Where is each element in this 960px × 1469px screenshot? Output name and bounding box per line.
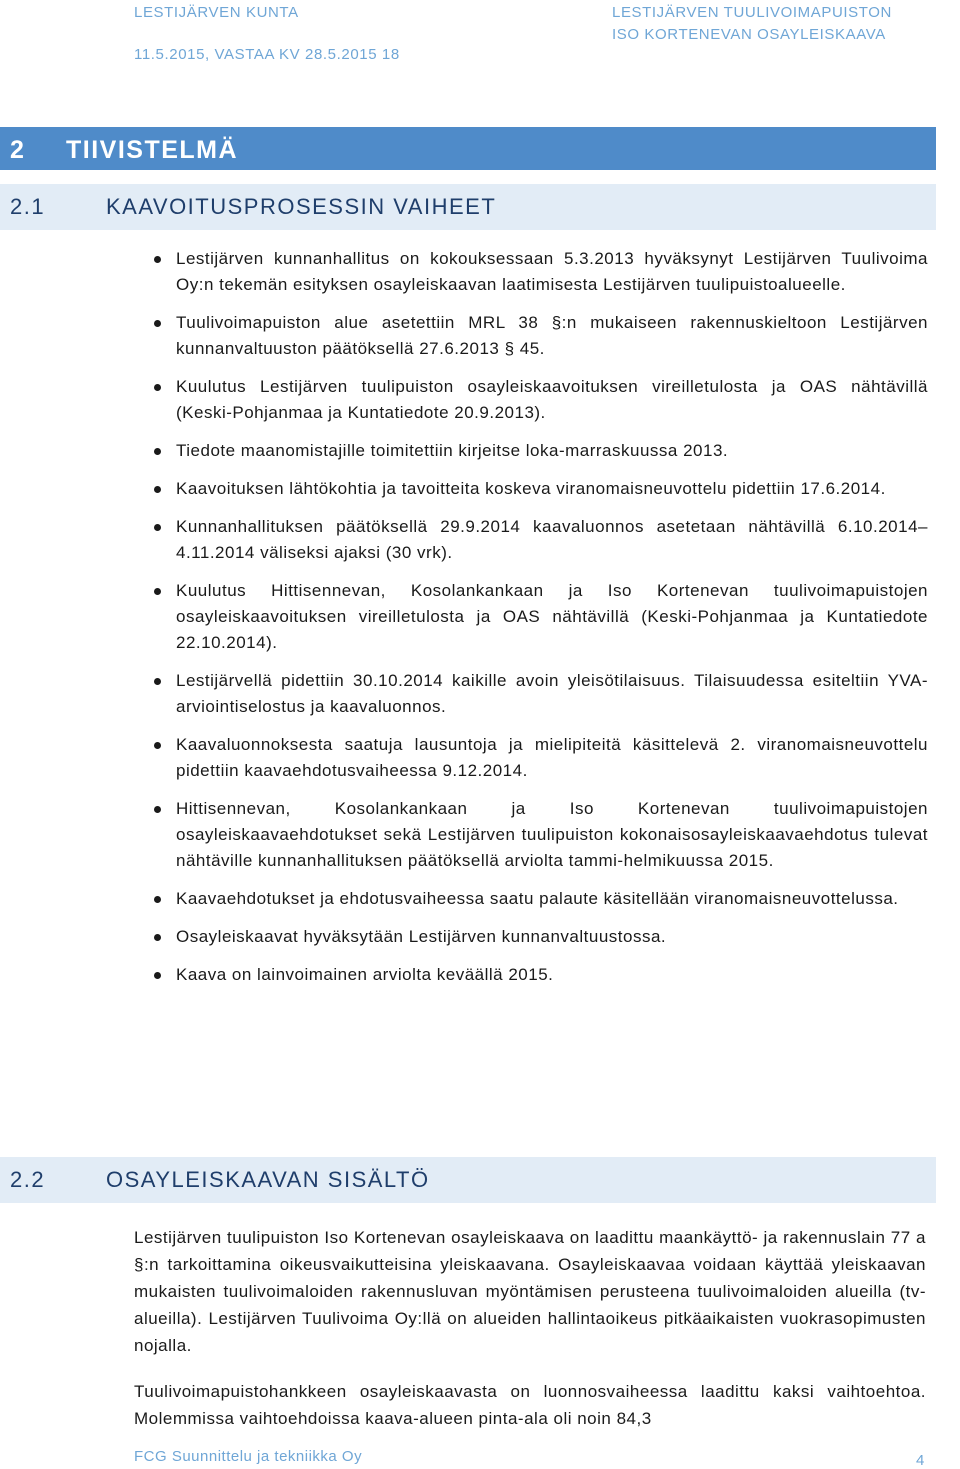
- bullet-icon: [154, 588, 161, 595]
- bullet-icon: [154, 678, 161, 685]
- section-title: TIIVISTELMÄ: [66, 136, 239, 164]
- bullet-icon: [154, 256, 161, 263]
- list-item: Kaavaehdotukset ja ehdotusvaiheessa saatu palaute käsitellään viranomaisneuvottelussa.: [0, 886, 936, 912]
- subsection-title: KAAVOITUSPROSESSIN VAIHEET: [106, 194, 497, 219]
- bullet-icon: [154, 972, 161, 979]
- bullet-icon: [154, 448, 161, 455]
- bullet-icon: [154, 524, 161, 531]
- subsection-heading-2: [0, 1157, 936, 1203]
- bullet-icon: [154, 806, 161, 813]
- list-item: Kaavoituksen lähtökohtia ja tavoitteita koskeva viranomaisneuvottelu pidettiin 17.6.2014.: [0, 476, 936, 502]
- header-municipality: LESTIJÄRVEN KUNTA: [134, 4, 299, 21]
- bullet-icon: [154, 486, 161, 493]
- bullet-icon: [154, 320, 161, 327]
- subsection-number: 2.2: [10, 1167, 46, 1192]
- bullet-icon: [154, 896, 161, 903]
- footer-company: FCG Suunnittelu ja tekniikka Oy: [134, 1448, 363, 1465]
- process-steps-list: [0, 246, 936, 1000]
- subsection-heading-1: [0, 184, 936, 230]
- header-project: LESTIJÄRVEN TUULIVOIMAPUISTON: [612, 4, 892, 21]
- section-number: 2: [10, 136, 26, 164]
- list-item: Kaavaluonnoksesta saatuja lausuntoja ja mielipiteitä käsittelevä 2. viranomaisneuvottelu pidettiin kaavaehdotusvaiheessa 9.12.2014.: [0, 732, 936, 784]
- list-item: Kuulutus Hittisennevan, Kosolankankaan ja Iso Kortenevan tuulivoimapuistojen osayleiskaavoituksen vireilletulosta ja OAS nähtävillä (Keski-Pohjanmaa ja Kuntatiedote 22.10.2014).: [0, 578, 936, 656]
- bullet-icon: [154, 934, 161, 941]
- header-plan-name: ISO KORTENEVAN OSAYLEISKAAVA: [612, 26, 886, 43]
- list-item: Osayleiskaavat hyväksytään Lestijärven kunnanvaltuustossa.: [0, 924, 936, 950]
- subsection-title: OSAYLEISKAAVAN SISÄLTÖ: [106, 1167, 430, 1192]
- bullet-icon: [154, 742, 161, 749]
- content-paragraph-2: Tuulivoimapuistohankkeen osayleiskaavasta on luonnosvaiheessa laadittu kaksi vaihtoehtoa. Molemmissa vaihtoehdoissa kaava-alueen pinta-ala oli noin 84,3: [134, 1382, 926, 1428]
- list-item: Lestijärvellä pidettiin 30.10.2014 kaikille avoin yleisötilaisuus. Tilaisuudessa esiteltiin YVA-arviointiselostus ja kaavaluonnos.: [0, 668, 936, 720]
- list-item: Tuulivoimapuiston alue asetettiin MRL 38 §:n mukaiseen rakennuskieltoon Lestijärven kunnanvaltuuston päätöksellä 27.6.2013 § 45.: [0, 310, 936, 362]
- list-item: Kuulutus Lestijärven tuulipuiston osayleiskaavoituksen vireilletulosta ja OAS nähtävillä (Keski-Pohjanmaa ja Kuntatiedote 20.9.2013).: [0, 374, 936, 426]
- list-item: Lestijärven kunnanhallitus on kokouksessaan 5.3.2013 hyväksynyt Lestijärven Tuulivoima Oy:n tekemän esityksen osayleiskaavan laatimisesta Lestijärven tuulipuistoalueelle.: [0, 246, 936, 298]
- list-item: Hittisennevan, Kosolankankaan ja Iso Kortenevan tuulivoimapuistojen osayleiskaavaehdotukset sekä Lestijärven tuulipuiston kokonaisosayleiskaavaehdotus tulevat nähtäville kunnanhallituksen päätöksellä arviolta tammi-helmikuussa 2015.: [0, 796, 936, 874]
- list-item: Kunnanhallituksen päätöksellä 29.9.2014 kaavaluonnos asetetaan nähtävillä 6.10.2014–4.11.2014 väliseksi ajaksi (30 vrk).: [0, 514, 936, 566]
- content-paragraph-1: Lestijärven tuulipuiston Iso Kortenevan osayleiskaava on laadittu maankäyttö- ja rakennuslain 77 a §:n tarkoittamina oikeusvaikutteisina yleiskaavana. Osayleiskaavaa voidaan käyttää yleiskaavan mukaisten tuulivoimaloiden rakennusluvan myöntämisen perusteena tuulivoimaloiden alueilla (tv-alueilla). Lestijärven Tuulivoima Oy:llä on alueiden hallintaoikeus pitkäaikaisten vuokrasopimusten nojalla.: [134, 1228, 926, 1355]
- header-date: 11.5.2015, VASTAA KV 28.5.2015 18: [134, 46, 400, 63]
- list-item: Kaava on lainvoimainen arviolta keväällä 2015.: [0, 962, 936, 988]
- bullet-icon: [154, 384, 161, 391]
- subsection-number: 2.1: [10, 194, 46, 219]
- section-heading: [0, 127, 936, 170]
- list-item: Tiedote maanomistajille toimitettiin kirjeitse loka-marraskuussa 2013.: [0, 438, 936, 464]
- page-number: 4: [916, 1452, 925, 1469]
